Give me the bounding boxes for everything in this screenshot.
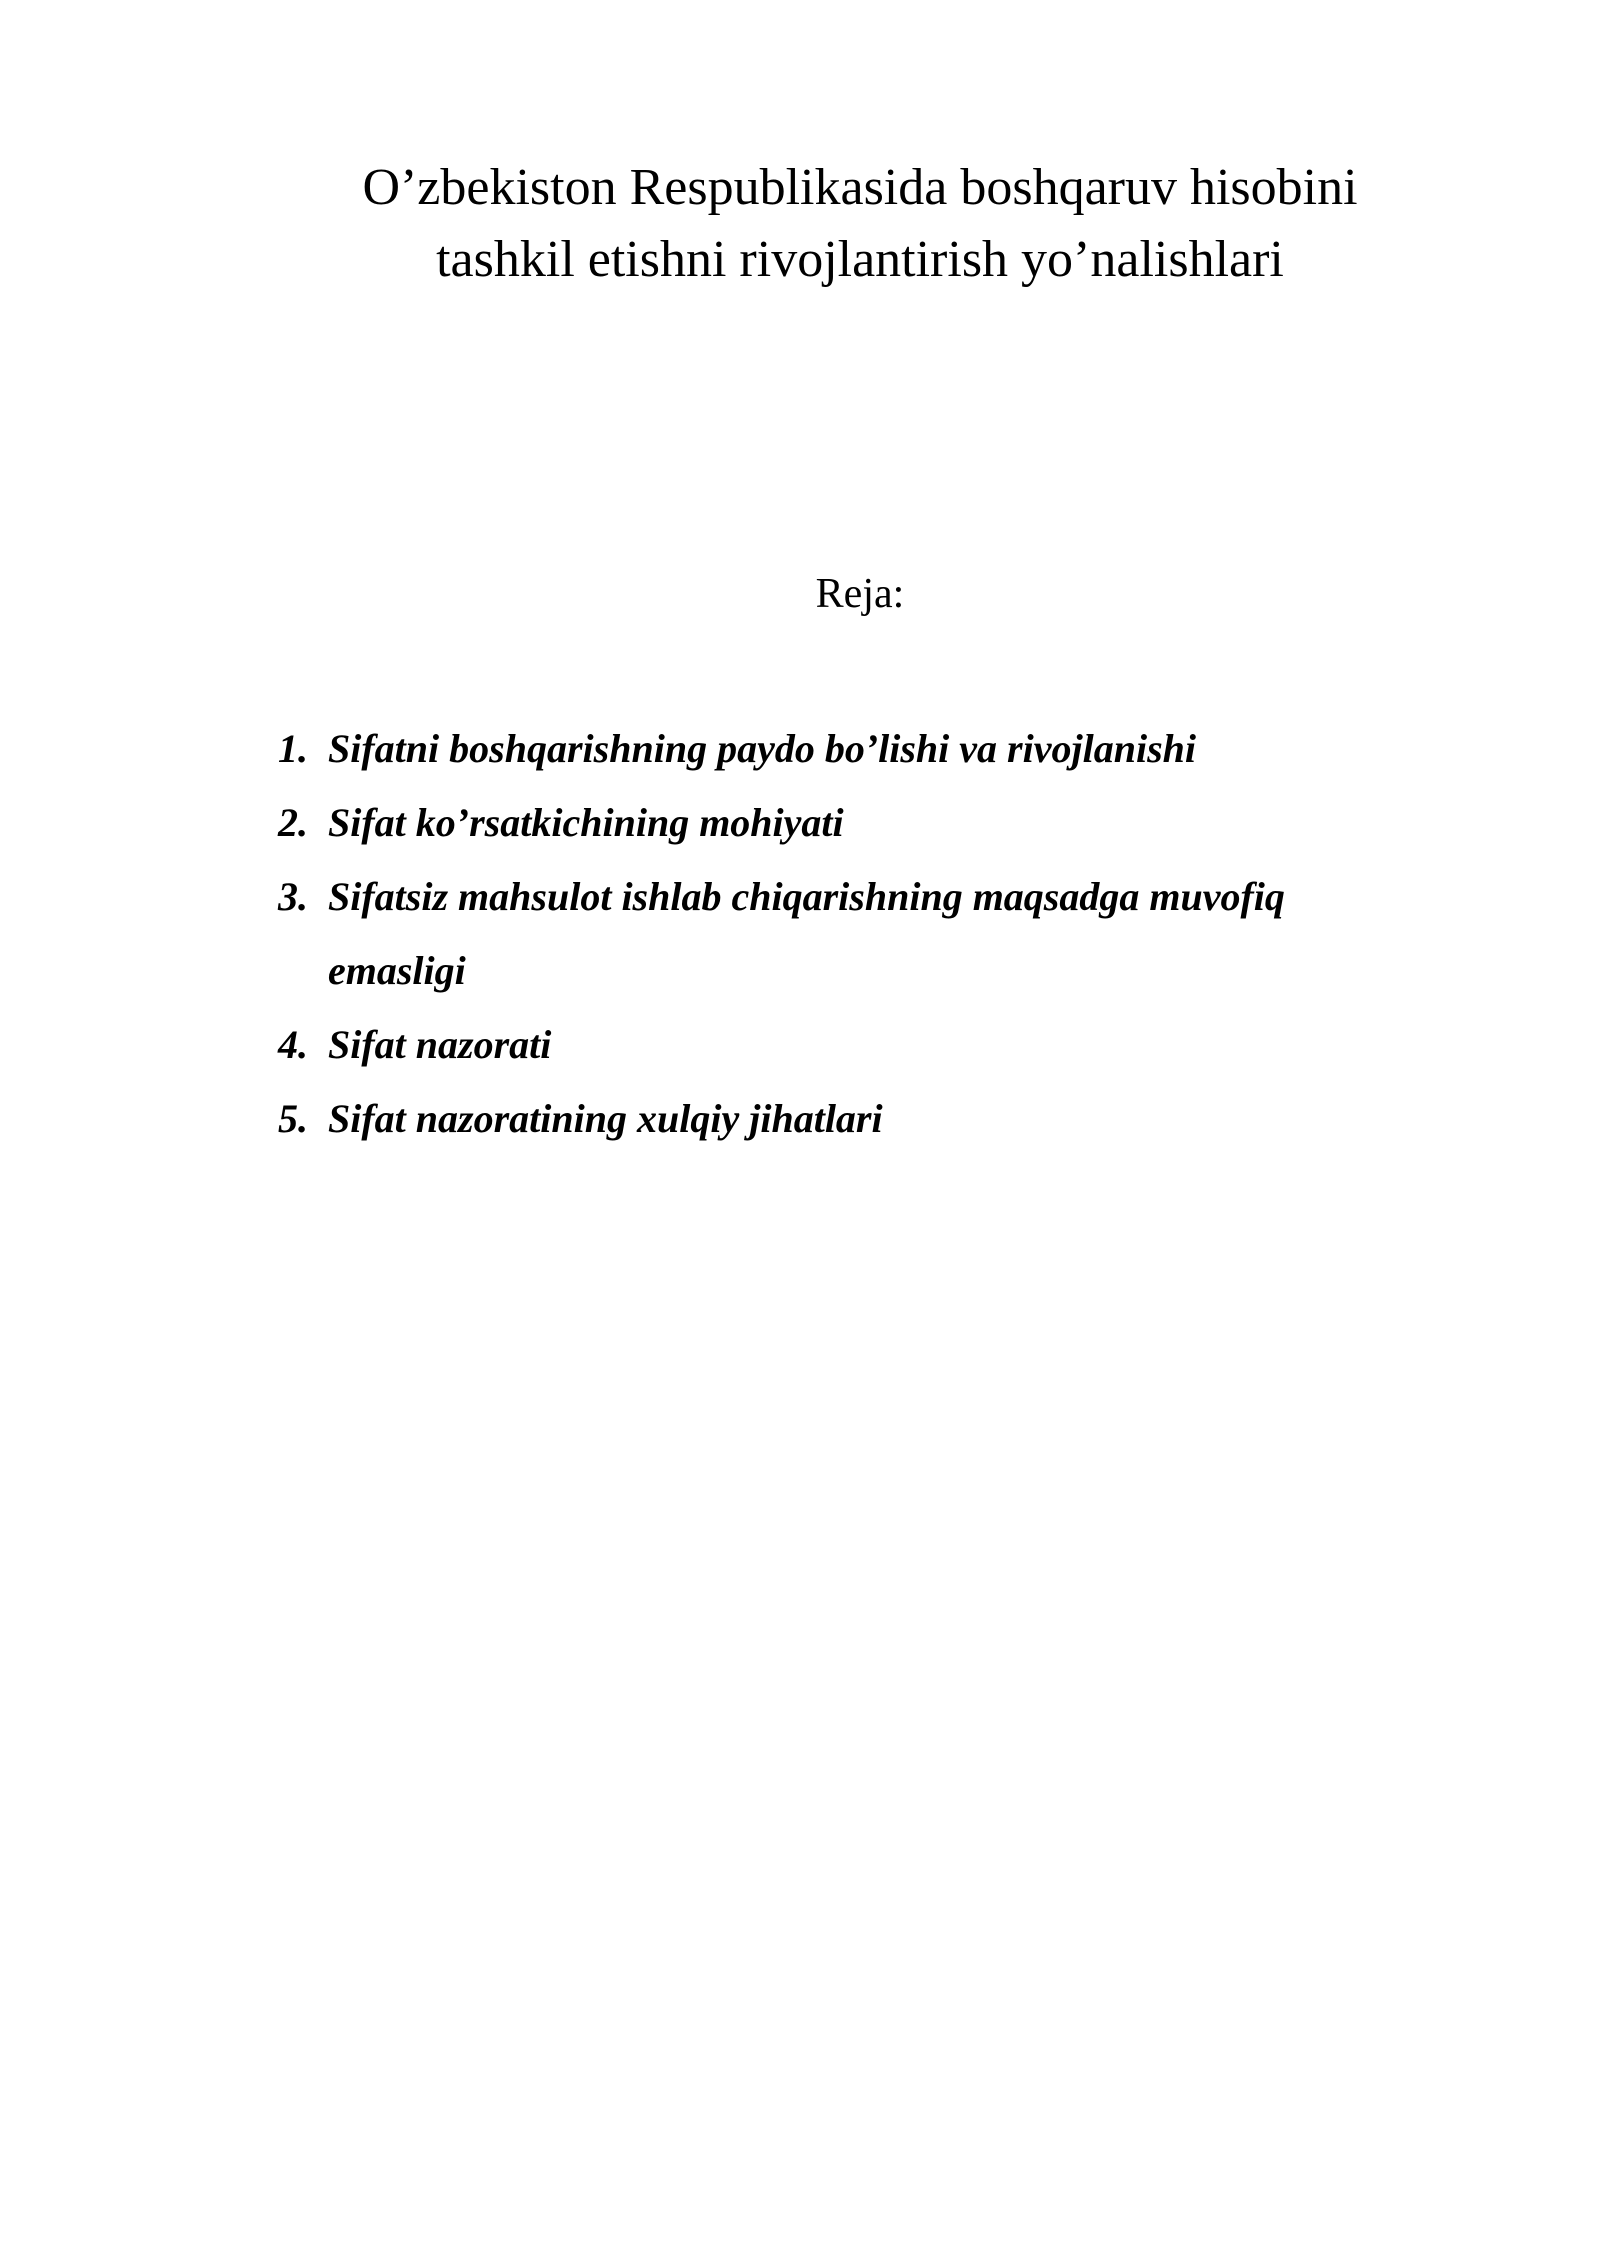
document-title xyxy=(180,152,1540,296)
plan-list xyxy=(278,712,1428,1156)
plan-item-text: Sifat nazorati xyxy=(328,1022,552,1067)
plan-item-text: Sifatsiz mahsulot ishlab chiqarishning maqsadga muvofiq emasligi xyxy=(328,874,1285,993)
plan-item-1 xyxy=(278,712,1428,786)
plan-item-5 xyxy=(278,1082,1428,1156)
plan-item-number: 5. xyxy=(278,1096,308,1141)
plan-item-text: Sifat nazoratining xulqiy jihatlari xyxy=(328,1096,883,1141)
plan-item-number: 3. xyxy=(278,874,308,919)
plan-item-number: 4. xyxy=(278,1022,308,1067)
plan-item-text: Sifat ko’rsatkichining mohiyati xyxy=(328,800,844,845)
title-line-2: tashkil etishni rivojlantirish yo’nalishlari xyxy=(436,231,1284,288)
plan-item-4 xyxy=(278,1008,1428,1082)
plan-heading: Reja: xyxy=(815,571,905,617)
plan-item-2 xyxy=(278,786,1428,860)
plan-item-number: 2. xyxy=(278,800,308,845)
plan-item-number: 1. xyxy=(278,726,308,771)
plan-item-text: Sifatni boshqarishning paydo bo’lishi va rivojlanishi xyxy=(328,726,1196,771)
title-line-1: O’zbekiston Respublikasida boshqaruv hisobini xyxy=(362,159,1358,216)
plan-item-3 xyxy=(278,860,1428,1008)
